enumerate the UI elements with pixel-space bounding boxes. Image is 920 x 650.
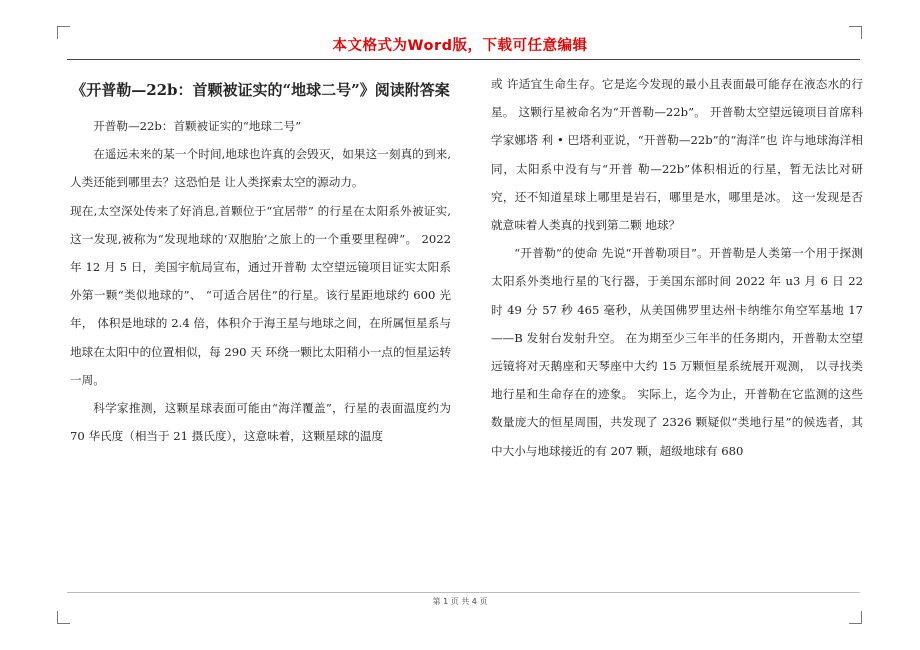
subtitle-paragraph: 开普勒—22b：首颗被证实的“地球二号”	[93, 119, 302, 133]
article-title: 《开普勒—22b：首颗被证实的“地球二号”》阅读附答案	[71, 81, 450, 99]
body-paragraph: 在遥远未来的某一个时间,地球也许真的会毁灭，如果这一刻真的到来,人类还能到哪里去？这恐怕是 让人类探索太空的源动力。	[70, 147, 451, 190]
body-paragraph: 现在,太空深处传来了好消息,首颗位于“宜居带” 的行星在太阳系外被证实,这一发现,被称为“发现地球的‘双胞胎’之旅上的一个重要里程碑”。 2022 年 12 月 5 日，美国宇航局宣布，通过开普勒 太空望远镜项目证实太阳系外第一颗“类似地球的”、 “可适合居住”的行星。该行星距地球约 600 光年， 体积是地球的 2.4 倍，体积介于海王星与地球之间，在所属恒星系与地球在太阳中的位置相似，每 290 天 环绕一颗比太阳稍小一点的恒星运转一周。	[70, 203, 451, 387]
page-number: 第 1 页 共 4 页	[432, 597, 488, 606]
body-paragraph: “开普勒”的使命 先说“开普勒项目”。开普勒是人类第一个用于探测太阳系外类地行星的飞行器，于美国东部时间 2022 年 u3 月 6 日 22 时 49 分 57 秒 465 毫秒，从美国佛罗里达州卡纳维尔角空军基地 17——B 发射台发射升空。 在为期至少三年半的任务期内，开普勒太空望远镜将对天鹅座和天琴座中大约 15 万颗恒星系统展开观测， 以寻找类地行星和生命存在的迹象。 实际上，迄今为止，开普勒在它监测的这些数量庞大的恒星周围，共发现了 2326 颗疑似“类地行星”的候选者，其中大小与地球接近的有 207 颗，超级地球有 680	[491, 246, 863, 458]
crop-mark-bottom-right	[849, 611, 862, 624]
body-paragraph: 科学家推测，这颗星球表面可能由“海洋覆盖”，行星的表面温度约为 70 华氏度（相当于 21 摄氏度），这意味着，这颗星球的温度	[70, 401, 451, 444]
footer-divider	[67, 592, 860, 593]
crop-mark-bottom-left	[57, 611, 70, 624]
body-paragraph: 或 许适宜生命生存。它是迄今发现的最小且表面最可能存在液态水的行星。 这颗行星被命名为“开普勒—22b”。 开普勒太空望远镜项目首席科学家娜塔 利 • 巴塔利亚说，“开普勒—22b”的“海洋”也 许与地球海洋相同，太阳系中没有与“开普 勒—22b”体积相近的行星，暂无法比对研究，还不知道星球上哪里是岩石，哪里是水，哪里是冰。 这一发现是否就意味着人类真的找到第二颗 地球？	[491, 77, 863, 233]
header-divider	[67, 59, 860, 60]
left-column	[70, 70, 451, 450]
right-column	[491, 70, 863, 465]
header-banner: 本文格式为Word版，下载可任意编辑	[332, 38, 588, 54]
